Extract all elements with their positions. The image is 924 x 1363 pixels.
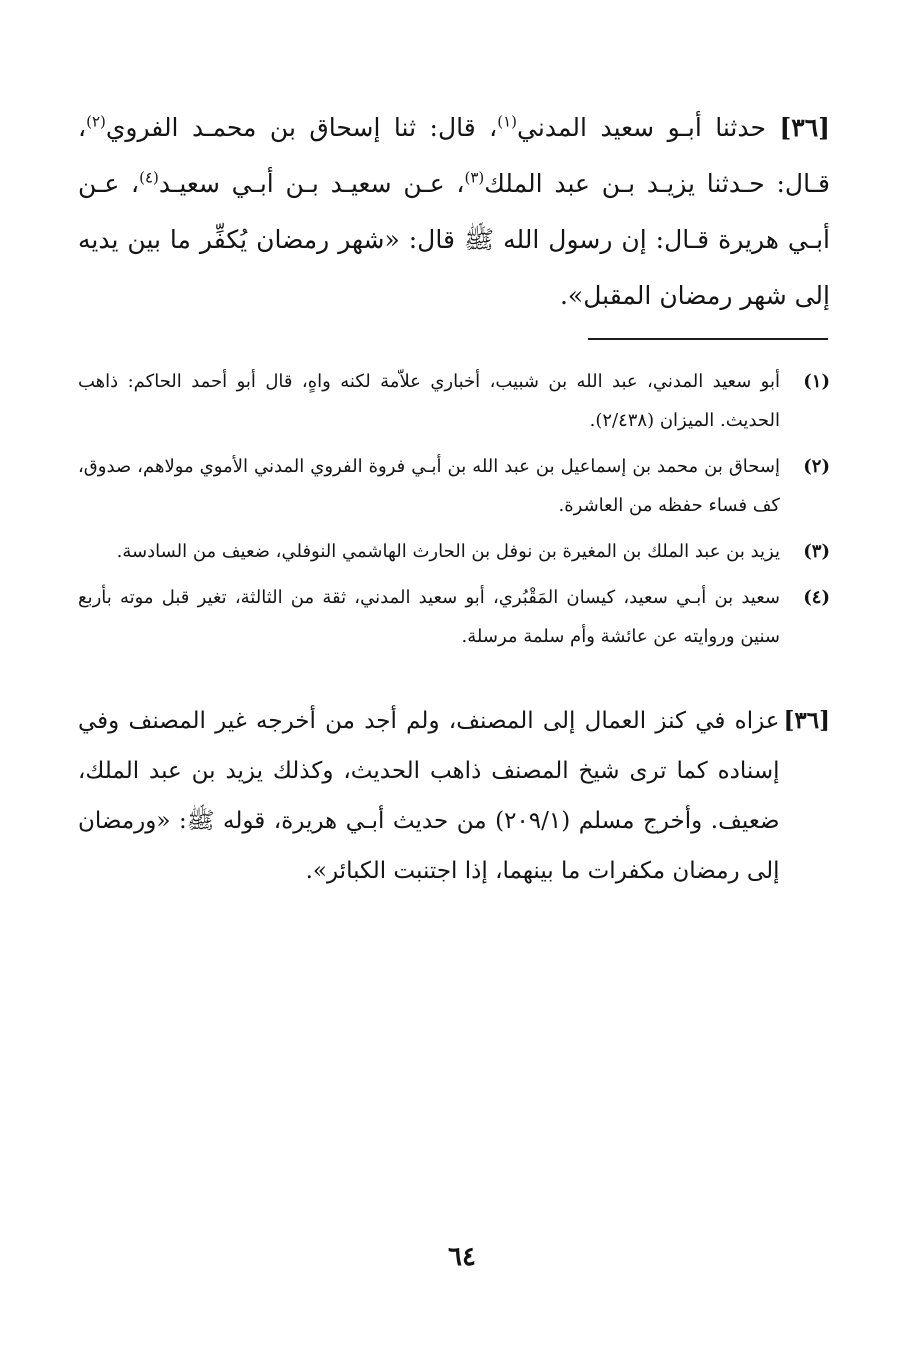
footnote-number: (١): [803, 371, 830, 392]
footnote-text: يزيد بن عبد الملك بن المغيرة بن نوفل بن الحارث الهاشمي النوفلي، ضعيف من السادسة.: [116, 541, 780, 562]
page-number: ٦٤: [448, 1242, 476, 1272]
footnote-item: [78, 532, 830, 571]
footnote-item: [78, 447, 830, 525]
hadith-text: [78, 100, 830, 324]
hadith-segment: حدثنا أبـو سعيد المدني: [517, 113, 766, 142]
footnote-number: (٢): [803, 456, 830, 477]
hadith-number: [٣٦]: [779, 113, 830, 142]
hadith-segment: ، قال: ثنا إسحاق بن محمـد الفروي: [105, 113, 498, 142]
footnote-text: سعيد بن أبـي سعيد، كيسان المَقْبُري، أبو سعيد المدني، ثقة من الثالثة، تغير قبل موته بأربع سنين وروايته عن عائشة وأم سلمة مرسلة.: [78, 587, 780, 647]
hadith-segment: ، عـن سعيـد بـن أبـي سعيـد: [158, 169, 465, 198]
footnote-number: (٣): [803, 541, 830, 562]
footnote-ref: (١): [497, 112, 518, 131]
footnote-ref: (٤): [139, 168, 159, 187]
footnote-number: (٤): [803, 587, 830, 608]
footnote-item: [78, 362, 830, 440]
footnote-text: إسحاق بن محمد بن إسماعيل بن عبد الله بن أبـي فروة الفروي المدني الأموي مولاهم، صدوق، كف فساء حفظه من العاشرة.: [78, 456, 780, 516]
footnote-text: أبو سعيد المدني، عبد الله بن شبيب، أخباري علاّمة لكنه واهٍ، قال أبو أحمد الحاكم: ذاهب الحديث. الميزان (٢/٤٣٨).: [78, 371, 780, 431]
takhrij-note: [78, 696, 830, 896]
footnotes: [78, 362, 830, 663]
footnote-ref: (٣): [464, 168, 485, 187]
takhrij-text: عزاه في كنز العمال إلى المصنف، ولم أجد من أخرجه غير المصنف وفي إسناده كما ترى شيخ المصنف ذاهب الحديث، وكذلك يزيد بن عبد الملك، ضعيف. وأخرج مسلم (٢٠٩/١) من حديث أبـي هريرة، قوله ﷺ: «ورمضان إلى رمضان مكفرات ما بينهما، إذا اجتنبت الكبائر».: [78, 708, 780, 884]
takhrij-number: [٣٦]: [783, 707, 830, 734]
hadith-segment: ، عـن أبـي هريرة قـال: إن رسول الله ﷺ قال: «شهر رمضان يُكفِّر ما بين يديه إلى شهر رمضان المقبل».: [78, 169, 830, 310]
footnote-divider: [588, 338, 828, 340]
footnote-ref: (٢): [86, 112, 106, 131]
footnote-item: [78, 578, 830, 656]
hadith-segment: ، قـال: حـدثنا يزيـد بـن عبد الملك: [78, 113, 830, 198]
